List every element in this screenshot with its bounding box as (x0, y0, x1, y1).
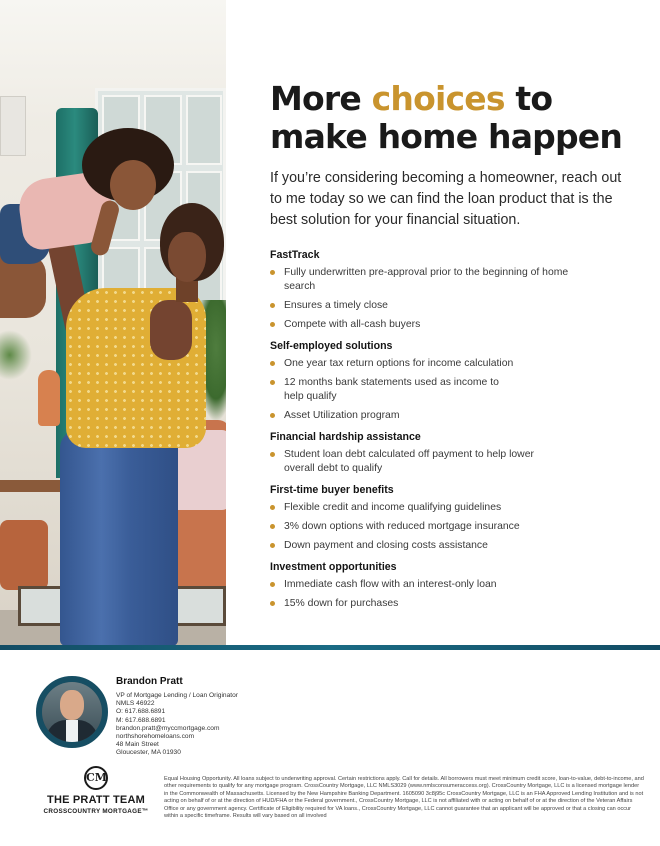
headline-line1-after: to (504, 79, 553, 118)
list-item-text: Down payment and closing costs assistance (284, 540, 488, 551)
intro-paragraph: If you’re considering becoming a homeowner, reach out to me today so we can find the loan product that is the best solution for your financial situation. (270, 170, 622, 228)
list-item-text: Asset Utilization program (284, 410, 400, 421)
list-item (270, 578, 570, 592)
bullet-dot-icon (270, 270, 275, 275)
bullet-dot-icon (270, 543, 275, 548)
agent-website-link[interactable]: northshorehomeloans.com (116, 733, 195, 741)
photo-plant-left (0, 330, 32, 380)
agent-title: VP of Mortgage Lending / Loan Originator (116, 692, 238, 699)
bullet-dot-icon (270, 322, 275, 327)
list-item-text: 15% down for purchases (284, 598, 399, 609)
list-item-text: One year tax return options for income calculation (284, 358, 514, 369)
photo-mother-face (168, 232, 206, 282)
headline (270, 80, 645, 156)
headline-line2: make home happen (270, 117, 623, 156)
section-title-hardship: Financial hardship assistance (270, 431, 421, 443)
agent-mobile-phone: M: 617.688.6891 (116, 716, 166, 724)
agent-name: Brandon Pratt (116, 676, 183, 687)
section-title-first-time: First-time buyer benefits (270, 484, 394, 496)
hero-photo (0, 0, 226, 646)
company-name: CROSSCOUNTRY MORTGAGE™ (43, 808, 149, 815)
list-item (270, 409, 570, 423)
bullet-dot-icon (270, 452, 275, 457)
list-item (270, 539, 570, 553)
headline-accent: choices (371, 79, 505, 118)
company-logo-icon: CM (84, 766, 108, 790)
list-item-text: Student loan debt calculated off payment to help lower overall debt to qualify (284, 449, 534, 474)
agent-street: 48 Main Street (116, 741, 159, 749)
agent-office-phone: O: 617.688.6891 (116, 708, 166, 716)
agent-email-link[interactable]: brandon.pratt@myccmortgage.com (116, 724, 220, 732)
list-item (270, 357, 570, 371)
photo-ac-unit (0, 96, 26, 156)
list-item-text: Fully underwritten pre-approval prior to the beginning of home search (284, 267, 569, 292)
section-title-investment: Investment opportunities (270, 561, 397, 573)
list-item (270, 520, 570, 534)
photo-mother-jeans (60, 430, 178, 646)
agent-city: Gloucester, MA 01930 (116, 749, 181, 757)
bullet-dot-icon (270, 361, 275, 366)
list-item (270, 501, 570, 515)
bullet-dot-icon (270, 524, 275, 529)
list-item-text: Flexible credit and income qualifying guidelines (284, 502, 502, 513)
agent-nmls: NMLS 46922 (116, 700, 155, 708)
section-title-self-employed: Self-employed solutions (270, 340, 393, 352)
benefit-sections (270, 248, 645, 611)
bullet-dot-icon (270, 601, 275, 606)
headline-line1-before: More (270, 79, 372, 118)
avatar (36, 676, 108, 748)
list-item (270, 318, 570, 332)
list-item-text: Immediate cash flow with an interest-only loan (284, 579, 497, 590)
photo-mother-arm-right (150, 300, 192, 360)
bullet-dot-icon (270, 303, 275, 308)
photo-chair (0, 520, 48, 590)
team-name: THE PRATT TEAM (47, 794, 145, 806)
list-item (270, 448, 565, 476)
list-item-text: 3% down options with reduced mortgage insurance (284, 521, 520, 532)
bullet-dot-icon (270, 582, 275, 587)
list-item (270, 597, 570, 611)
photo-child-face (110, 160, 156, 210)
list-item (270, 266, 570, 294)
bullet-dot-icon (270, 413, 275, 418)
photo-lamp (38, 370, 60, 426)
list-item-text: Ensures a timely close (284, 300, 388, 311)
list-item (270, 299, 570, 313)
legal-disclaimer: Equal Housing Opportunity. All loans subject to underwriting approval. Certain restrictions apply. Call for details. All borrowers must meet minimum credit score, loan-to-value, debt-to-income, and other requirements to qualify for any mortgage program. CrossCountry Mortgage, LLC NMLS3029 (www.nmlsconsumeraccess.org). CrossCountry Mortgage, LLC is a licensed mortgage lender in the Commonwealth of Massachusetts. Licensed by the New Hampshire Banking Department. 1605090 3c8j95c CrossCountry Mortgage, LLC is an FHA Approved Lending Institution and is not acting on behalf of or at the direction of HUD/FHA or the Federal government., CrossCountry Mortgage, LLC is not affiliated with or acting on behalf of or at the direction of the Veteran Affairs Office or any government agency. Certificate of Eligibility required for VA loans., CrossCountry Mortgage, LLC cannot guarantee that an applicant will be approved or that a closing can occur within a specific timeframe. Results will vary based on all involved (164, 776, 644, 820)
section-title-fasttrack: FastTrack (270, 249, 320, 261)
brand-logo (32, 766, 160, 815)
list-item-text: 12 months bank statements used as income to help qualify (284, 377, 499, 402)
list-item (270, 376, 510, 404)
bullet-dot-icon (270, 505, 275, 510)
list-item-text: Compete with all-cash buyers (284, 319, 421, 330)
main-content (270, 80, 645, 616)
agent-contact (116, 676, 316, 758)
footer-divider (0, 645, 660, 650)
bullet-dot-icon (270, 380, 275, 385)
